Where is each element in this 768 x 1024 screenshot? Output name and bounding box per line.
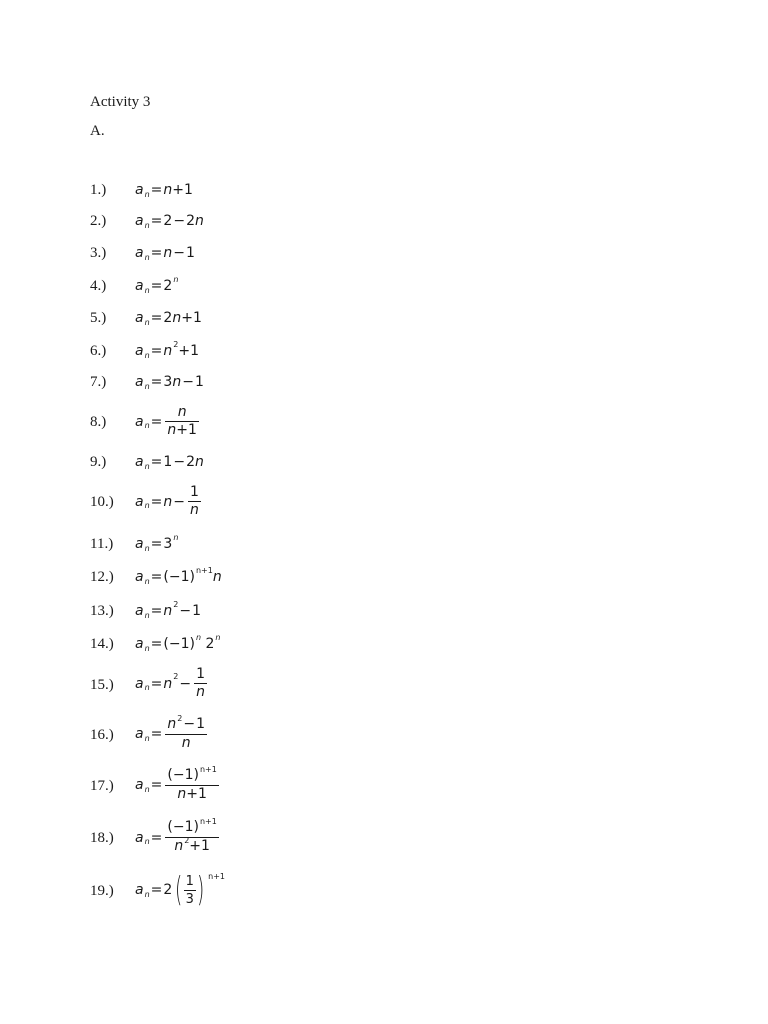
list-item [90, 245, 730, 281]
list-item [90, 213, 730, 249]
item-number: 13.) [90, 603, 114, 619]
item-number: 7.) [90, 374, 107, 390]
list-item [90, 817, 730, 856]
formula: a n = 1 − 2 n [135, 454, 204, 471]
formula: a n = n 2 − 1 [135, 599, 202, 620]
item-number: 8.) [90, 414, 107, 430]
formula: a n = 3 n [135, 532, 179, 553]
item-number: 19.) [90, 883, 114, 899]
item-number: 3.) [90, 245, 107, 261]
formula: a n = n 2 + 1 [135, 339, 200, 360]
list-item [90, 714, 730, 753]
list-item [90, 870, 730, 910]
formula: a n = n 2 − $\frac{1}{n}$ [135, 666, 206, 700]
item-number: 5.) [90, 310, 107, 326]
item-number: 2.) [90, 213, 107, 229]
list-item [90, 599, 730, 639]
item-number: 17.) [90, 778, 114, 794]
item-number: 15.) [90, 677, 114, 693]
formula: a n = $\frac{n^2-1}{n}$ [135, 714, 206, 751]
item-number: 9.) [90, 454, 107, 470]
list-item [90, 485, 730, 521]
list-item [90, 565, 730, 605]
formula: a n = 3 n − 1 [135, 374, 204, 391]
formula: a n = (−1) n 2 n [135, 632, 221, 653]
formula: a n = (−1) n+1 n [135, 565, 222, 586]
formula: a n = 2 n + 1 [135, 310, 202, 327]
list-item [90, 667, 730, 703]
item-number: 12.) [90, 569, 114, 585]
item-number: 11.) [90, 536, 114, 552]
formula: a n = 2 − 2 n [135, 213, 204, 230]
list-item [90, 274, 730, 314]
section-label: A. [90, 123, 105, 139]
item-number: 14.) [90, 636, 114, 652]
item-number: 4.) [90, 278, 107, 294]
formula: a n = $\frac{(-1)^{n+1}}{n^2+1}$ [135, 817, 217, 854]
formula: a n = n − $\frac{1}{n}$ [135, 484, 199, 518]
formula: a n = n + 1 [135, 182, 193, 199]
item-number: 6.) [90, 343, 107, 359]
formula: a n = 2 ( $\frac{1}{3}$ ) n+1 [135, 870, 226, 910]
item-number: 1.) [90, 182, 107, 198]
formula: a n = 2 n [135, 274, 179, 295]
list-item [90, 405, 730, 441]
list-item [90, 765, 730, 804]
formula: a n = $\frac{(-1)^{n+1}}{n+1}$ [135, 765, 217, 802]
activity-title: Activity 3 [90, 94, 151, 110]
item-number: 18.) [90, 830, 114, 846]
formula: a n = n − 1 [135, 245, 195, 262]
item-number: 16.) [90, 727, 114, 743]
list-item [90, 310, 730, 346]
formula: a n = $\frac{n}{n+1}$ [135, 404, 197, 438]
item-number: 10.) [90, 494, 114, 510]
list-item [90, 532, 730, 572]
